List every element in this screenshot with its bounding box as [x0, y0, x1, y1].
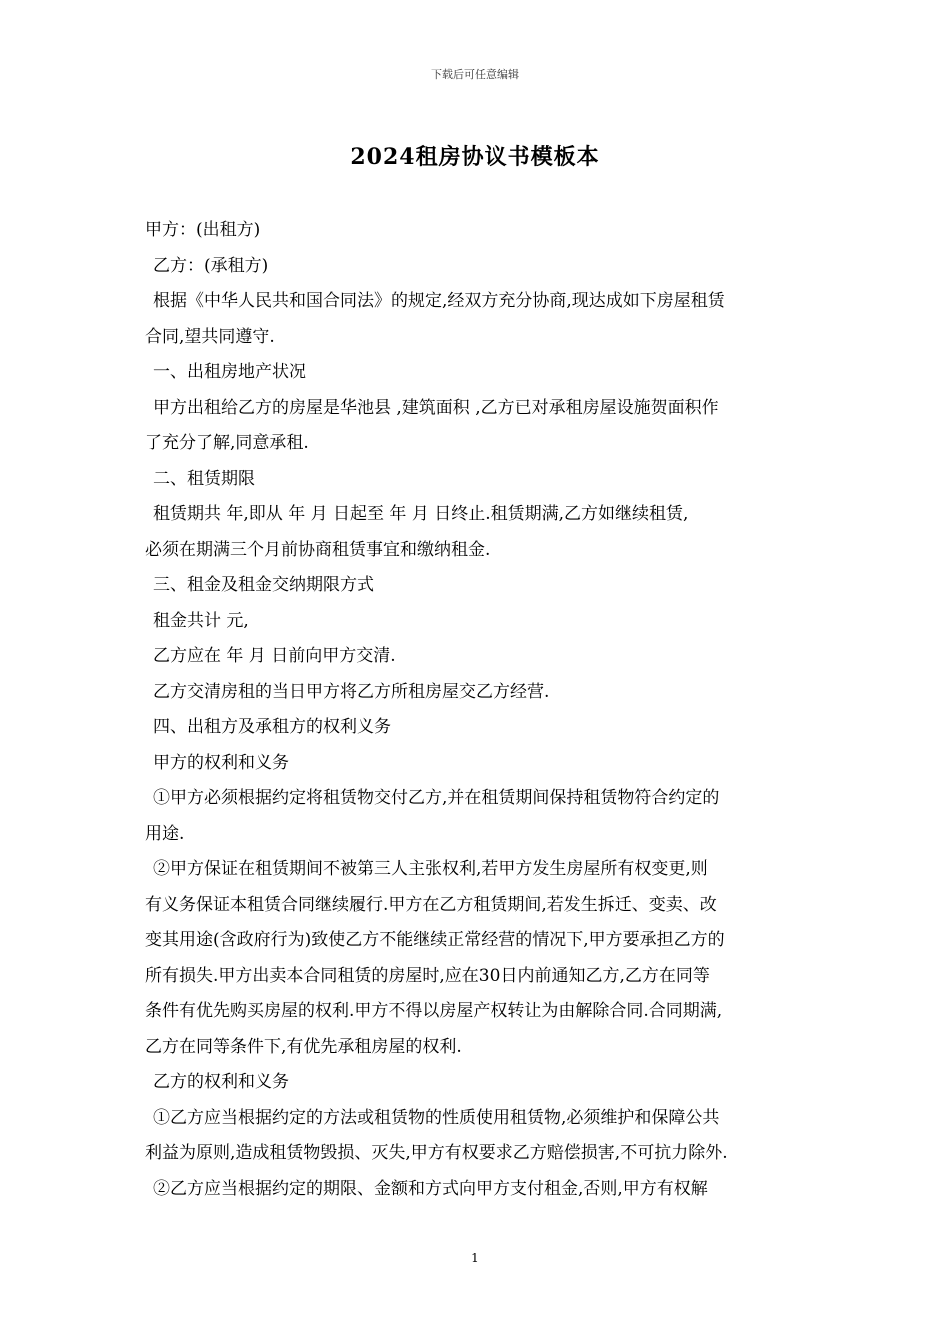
paragraph-line: 有义务保证本租赁合同继续履行.甲方在乙方租赁期间,若发生拆迁、变卖、改 [145, 894, 717, 915]
paragraph-line: 乙方：(承租方) [153, 255, 269, 276]
paragraph-line: ②甲方保证在租赁期间不被第三人主张权利,若甲方发生房屋所有权变更,则 [153, 859, 708, 879]
paragraph-line: 甲方：(出租方) [145, 220, 261, 240]
header-note: 下载后可任意编辑 [431, 68, 519, 81]
paragraph-line: 一、出租房地产状况 [153, 362, 306, 382]
document-body [145, 213, 810, 1207]
paragraph-line: 条件有优先购买房屋的权利.甲方不得以房屋产权转让为由解除合同.合同期满, [145, 1001, 723, 1021]
paragraph-line: 乙方应在 年 月 日前向甲方交清. [153, 646, 396, 666]
paragraph-line: 甲方的权利和义务 [153, 752, 289, 773]
paragraph-line: 根据《中华人民共和国合同法》的规定,经双方充分协商,现达成如下房屋租赁 [153, 291, 725, 311]
paragraph-line: ②乙方应当根据约定的期限、金额和方式向甲方支付租金,否则,甲方有权解 [153, 1178, 708, 1199]
paragraph-line: 利益为原则,造成租赁物毁损、灭失,甲方有权要求乙方赔偿损害,不可抗力除外. [145, 1143, 728, 1163]
paragraph-line: 用途. [145, 823, 185, 844]
paragraph-line: 三、租金及租金交纳期限方式 [153, 575, 374, 595]
paragraph-line: ①乙方应当根据约定的方法或租赁物的性质使用租赁物,必须维护和保障公共 [153, 1107, 720, 1128]
paragraph-line: 所有损失.甲方出卖本合同租赁的房屋时,应在30日内前通知乙方,乙方在同等 [145, 965, 710, 986]
paragraph-line: 必须在期满三个月前协商租赁事宜和缴纳租金. [145, 539, 491, 560]
paragraph-line: ①甲方必须根据约定将租赁物交付乙方,并在租赁期间保持租赁物符合约定的 [153, 788, 720, 808]
paragraph-line: 二、租赁期限 [153, 468, 255, 489]
paragraph-line: 甲方出租给乙方的房屋是华池县 ,建筑面积 ,乙方已对承租房屋设施贺面积作 [153, 397, 719, 418]
paragraph-line: 变其用途(含政府行为)致使乙方不能继续正常经营的情况下,甲方要承担乙方的 [145, 930, 725, 950]
paragraph-line: 合同,望共同遵守. [145, 326, 275, 347]
page-number: 1 [471, 1251, 479, 1265]
paragraph-line: 乙方的权利和义务 [153, 1072, 289, 1092]
paragraph-line: 乙方交清房租的当日甲方将乙方所租房屋交乙方经营. [153, 681, 550, 702]
paragraph-line: 四、出租方及承租方的权利义务 [153, 717, 391, 737]
paragraph-line: 租金共计 元, [153, 610, 249, 631]
paragraph-line: 了充分了解,同意承租. [145, 433, 309, 453]
document-title: 2024租房协议书模板本 [350, 144, 600, 170]
paragraph-line: 乙方在同等条件下,有优先承租房屋的权利. [145, 1036, 462, 1057]
paragraph-line: 租赁期共 年,即从 年 月 日起至 年 月 日终止.租赁期满,乙方如继续租赁, [153, 504, 689, 524]
